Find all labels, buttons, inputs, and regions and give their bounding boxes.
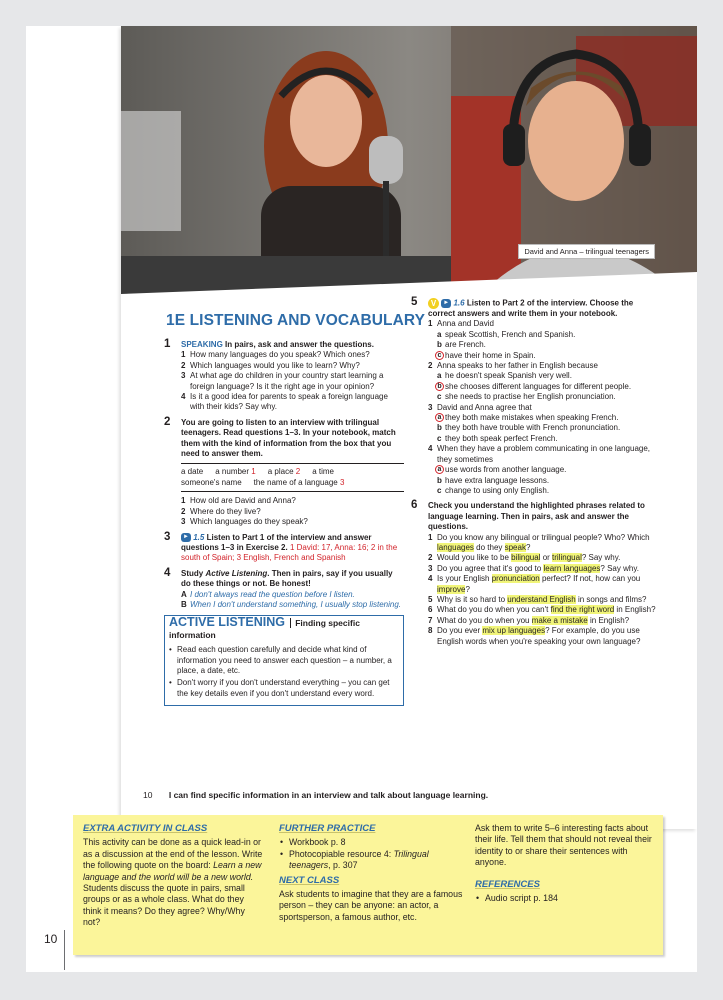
tip-bullet: • Read each question carefully and decide what kind of information you need to answer each question – a number, a place, a date, etc.: [169, 645, 399, 676]
text-part: What do you do when you: [437, 615, 532, 625]
text-part: in English?: [587, 615, 630, 625]
further-practice-item: [279, 849, 463, 872]
references-heading: REFERENCES: [475, 878, 540, 890]
option-text: he doesn't speak Spanish very well.: [445, 371, 572, 381]
item-number: 1: [428, 532, 433, 542]
item-number: 3: [181, 371, 186, 381]
option-letter: c: [437, 392, 442, 402]
answer-option: [437, 371, 661, 381]
correct-option: [437, 351, 661, 361]
word-box-word: a date: [181, 467, 204, 477]
item-number: 1: [428, 319, 433, 329]
extra-activity-text: [83, 837, 263, 928]
option-text: she chooses different languages for different people.: [445, 381, 632, 391]
highlighted-phrase: understand English: [507, 594, 576, 604]
correct-option: [437, 382, 661, 392]
left-column: [164, 340, 404, 706]
discussion-question: [428, 574, 661, 595]
exercise-2: [164, 415, 404, 528]
next-class-heading: NEXT CLASS: [279, 874, 340, 886]
option-letter: c: [437, 433, 442, 443]
option-text: use words from another language.: [445, 465, 567, 475]
text-part: ? Say why.: [600, 563, 639, 573]
quote: Learn a new language and the world will be a new world.: [83, 860, 262, 882]
discussion-question: [428, 626, 661, 647]
page-number: 10: [143, 790, 153, 800]
answer-option: [437, 340, 661, 350]
option-letter: a: [435, 413, 444, 422]
margin-rule: [64, 930, 65, 970]
word-box: [181, 463, 404, 492]
highlighted-phrase: make a mistake: [531, 615, 588, 625]
item-number: 2: [181, 360, 186, 370]
question-stem: David and Anna agree that: [437, 402, 532, 412]
item-text: Which languages do they speak?: [190, 517, 308, 527]
teacher-page-number: 10: [44, 932, 58, 946]
question-stem: Anna speaks to her father in English because: [437, 361, 598, 371]
item-text: I don't always read the question before I listen.: [190, 589, 355, 599]
active-listening-box: [164, 615, 404, 706]
highlighted-phrase: improve: [437, 584, 466, 594]
text-part: Would you like to be: [437, 553, 512, 563]
answer-option: [437, 392, 661, 402]
further-practice-column: [279, 823, 463, 923]
item-text: How many languages do you speak? Which ones?: [190, 350, 370, 360]
instruction-part: Active Listening: [205, 568, 268, 578]
item-text: Is it a good idea for parents to speak a foreign language with their kids? Say why.: [190, 392, 388, 412]
text-part: , p. 307: [328, 860, 358, 871]
lesson-name: LISTENING AND VOCABULARY: [189, 312, 426, 329]
answer-option: [437, 423, 661, 433]
highlighted-phrase: learn languages: [543, 563, 601, 573]
word-box-word: someone's name: [181, 477, 242, 487]
item-number: 1: [181, 496, 186, 506]
highlighted-phrase: pronunciation: [491, 574, 540, 584]
option-text: change to using only English.: [445, 485, 550, 495]
option-text: have their home in Spain.: [445, 350, 536, 360]
text-part: Do you know any bilingual or trilingual people? Who? Which: [437, 532, 650, 542]
text-part: in English?: [614, 605, 656, 615]
item-number: A: [181, 589, 187, 599]
answer-option: [437, 434, 661, 444]
student-book-page: [121, 26, 697, 829]
item-number: 2: [181, 506, 186, 516]
question-item: [181, 507, 404, 517]
item-number: 5: [428, 594, 433, 604]
highlighted-phrase: languages: [437, 542, 474, 552]
correct-option: [437, 465, 661, 475]
exercise-number: 6: [411, 499, 418, 512]
text-part: What do you do when you can't: [437, 605, 551, 615]
option-letter: a: [437, 329, 442, 339]
item-text: When I don't understand something, I usually stop listening.: [190, 599, 401, 609]
option-letter: a: [437, 371, 442, 381]
word-box-answer: 1: [251, 467, 256, 477]
references-item: • Audio script p. 184: [475, 893, 655, 904]
instruction-part: Study: [181, 568, 204, 578]
word-box-word: a number: [215, 467, 250, 477]
exercise-6: [411, 501, 661, 647]
text-part: Do you ever: [437, 626, 483, 636]
further-practice-item: • Workbook p. 8: [279, 837, 463, 848]
text-part: do they: [473, 542, 505, 552]
option-text: she needs to practise her English pronunciation.: [445, 392, 616, 402]
item-number: 4: [428, 444, 433, 454]
item-number: 3: [181, 517, 186, 527]
item-number: 4: [428, 574, 433, 584]
right-column: [411, 298, 661, 652]
option-letter: c: [437, 485, 442, 495]
text-part: Photocopiable resource 4:: [289, 848, 394, 859]
text-part: perfect? If not, how can you: [539, 574, 641, 584]
exercise-number: 3: [164, 530, 171, 543]
exercise-number: 1: [164, 338, 171, 350]
box-title: ACTIVE LISTENING: [169, 615, 285, 630]
question-stem: Anna and David: [437, 319, 494, 329]
item-number: 4: [181, 392, 186, 402]
option-text: they both speak perfect French.: [445, 433, 558, 443]
question-item: [181, 361, 404, 371]
exercise-instruction: In pairs, ask and answer the questions.: [225, 340, 374, 349]
answer-option: [437, 330, 661, 340]
item-number: 2: [428, 553, 433, 563]
exercise-instruction: Listen to Part 1 of the interview and answer questions 1–3 in Exercise 2.: [181, 532, 372, 552]
audio-icon[interactable]: ►: [441, 299, 451, 308]
option-text: they both make mistakes when speaking French.: [445, 413, 619, 423]
next-class-text: Ask students to imagine that they are a famous person – they can be anyone: an actor, a sportsperson, a famous author, etc.: [279, 889, 463, 922]
option-letter: b: [437, 340, 442, 350]
word-box-entry: [215, 467, 255, 477]
mc-question: [428, 444, 661, 496]
word-box-word: a place: [267, 467, 294, 477]
item-text: At what age do children in your country start learning a foreign language? Is it the right age in your opinion?: [190, 371, 384, 391]
answer-option: [437, 486, 661, 496]
item-number: 1: [181, 350, 186, 360]
discussion-question: [428, 553, 661, 563]
item-number: 7: [428, 615, 433, 625]
discussion-question: [428, 564, 661, 574]
item-number: 3: [428, 402, 433, 412]
text-part: or: [540, 553, 553, 563]
text-part: Why is it so hard to: [437, 594, 508, 604]
highlighted-phrase: bilingual: [511, 553, 541, 563]
lesson-code: 1E: [166, 312, 186, 329]
exercise-4: [164, 566, 404, 611]
text-part: Trilingual teenagers: [289, 848, 429, 871]
highlighted-phrase: find the right word: [550, 605, 615, 615]
text-part: Students discuss the quote in pairs, small groups or as a whole class. What do they think it means? Do they agree? Why/Why not?: [83, 883, 245, 928]
instruction-part: . Then in pairs, say if you usually do these things or not. Be honest!: [181, 568, 393, 589]
mc-question: [428, 403, 661, 445]
skill-label: SPEAKING: [181, 340, 223, 349]
item-text: Which languages would you like to learn? Why?: [190, 360, 360, 370]
box-subtitle: Finding specific information: [169, 618, 360, 640]
option-text: are French.: [445, 340, 486, 350]
exercise-number: 4: [164, 566, 171, 579]
text-part: in songs and films?: [575, 594, 647, 604]
exercise-number: 2: [164, 415, 171, 428]
statement-item: [181, 600, 404, 610]
vocabulary-badge: V: [428, 298, 439, 309]
text-part: Is your English: [437, 574, 492, 584]
statement-item: [181, 590, 404, 600]
exercise-instruction: Check you understand the highlighted phrases related to language learning. Then in pairs, ask and answer the questions.: [428, 501, 645, 532]
question-item: [181, 371, 404, 392]
exercise-instruction: Listen to Part 2 of the interview. Choose the correct answers and write them in your notebook.: [428, 298, 634, 319]
teacher-notes-box: [73, 815, 663, 955]
option-text: speak Scottish, French and Spanish.: [445, 329, 576, 339]
correct-option: [437, 413, 661, 423]
word-box-entry: [312, 467, 334, 477]
question-item: [181, 496, 404, 506]
track-number: 1.5: [193, 532, 205, 542]
word-box-entry: [268, 467, 300, 477]
word-box-word: a time: [312, 467, 335, 477]
item-number: 2: [428, 361, 433, 371]
track-number: 1.6: [453, 298, 465, 308]
further-practice-heading: FURTHER PRACTICE: [279, 823, 376, 834]
discussion-question: [428, 616, 661, 626]
text-part: ? For example, do you use English words when you're speaking your own language?: [437, 626, 641, 646]
highlighted-phrase: trilingual: [552, 553, 582, 563]
word-box-entry: [254, 478, 345, 488]
question-item: [181, 392, 404, 413]
exercise-instruction: You are going to listen to an interview with trilingual teenagers. Read questions 1–3. In your notebook, match them with the kind of information from the box that you need to answer them.: [181, 417, 396, 459]
option-text: they both have trouble with French pronunciation.: [445, 423, 621, 433]
item-text: Where do they live?: [190, 506, 261, 516]
option-letter: b: [437, 475, 442, 485]
word-box-entry: [181, 467, 203, 477]
mc-question: [428, 361, 661, 403]
item-text: How old are David and Anna?: [190, 496, 296, 506]
item-number: 8: [428, 626, 433, 636]
text-part: This activity can be done as a quick lead-in or as a discussion at the end of the lesson. Write the following quote on the board:: [83, 837, 263, 871]
photo-caption: David and Anna – trilingual teenagers: [518, 244, 655, 259]
option-letter: b: [435, 382, 444, 391]
references-column: [475, 823, 655, 904]
extra-activity-column: [83, 823, 263, 929]
can-do-footer: [143, 790, 488, 800]
next-class-continued: Ask them to write 5–6 interesting facts about their life. Tell them that should not reveal their identity to or share their sentences with anyone.: [475, 823, 652, 868]
question-item: [181, 517, 404, 527]
option-letter: c: [435, 351, 444, 360]
answer-key: 1 David: 17, Anna: 16; 2 in the south of Spain; 3 English, French and Spanish: [181, 542, 398, 563]
text-part: ?: [465, 584, 470, 594]
text-part: ? Say why.: [581, 553, 621, 563]
question-item: [181, 350, 404, 360]
question-stem: When they have a problem communicating in one language, they sometimes: [437, 444, 651, 464]
can-do-statement: I can find specific information in an interview and talk about language learning.: [168, 790, 489, 800]
exercise-3: [164, 530, 404, 564]
discussion-question: [428, 595, 661, 605]
option-letter: a: [435, 465, 444, 474]
extra-activity-heading: EXTRA ACTIVITY IN CLASS: [83, 823, 208, 834]
discussion-question: [428, 605, 661, 615]
discussion-question: [428, 533, 661, 554]
answer-option: [437, 476, 661, 486]
word-box-word: the name of a language: [253, 477, 338, 487]
option-letter: b: [437, 423, 442, 433]
word-box-answer: 3: [339, 477, 345, 487]
audio-icon[interactable]: ►: [181, 533, 191, 542]
highlighted-phrase: speak: [504, 542, 526, 552]
item-number: 3: [428, 563, 433, 573]
exercise-5: [411, 298, 661, 496]
item-number: 6: [428, 605, 433, 615]
text-part: Do you agree that it's good to: [437, 563, 544, 573]
tip-bullet: • Don't worry if you don't understand everything – you can get the key details even if you don't understand every word.: [169, 678, 399, 699]
lesson-title: [166, 312, 425, 330]
item-number: B: [181, 599, 187, 609]
option-text: have extra language lessons.: [445, 475, 550, 485]
mc-question: [428, 319, 661, 361]
word-box-entry: [181, 478, 242, 488]
word-box-answer: 2: [295, 467, 301, 477]
exercise-1: [164, 340, 404, 413]
text-part: ?: [525, 542, 531, 552]
exercise-number: 5: [411, 296, 418, 308]
highlighted-phrase: mix up languages: [482, 626, 546, 636]
